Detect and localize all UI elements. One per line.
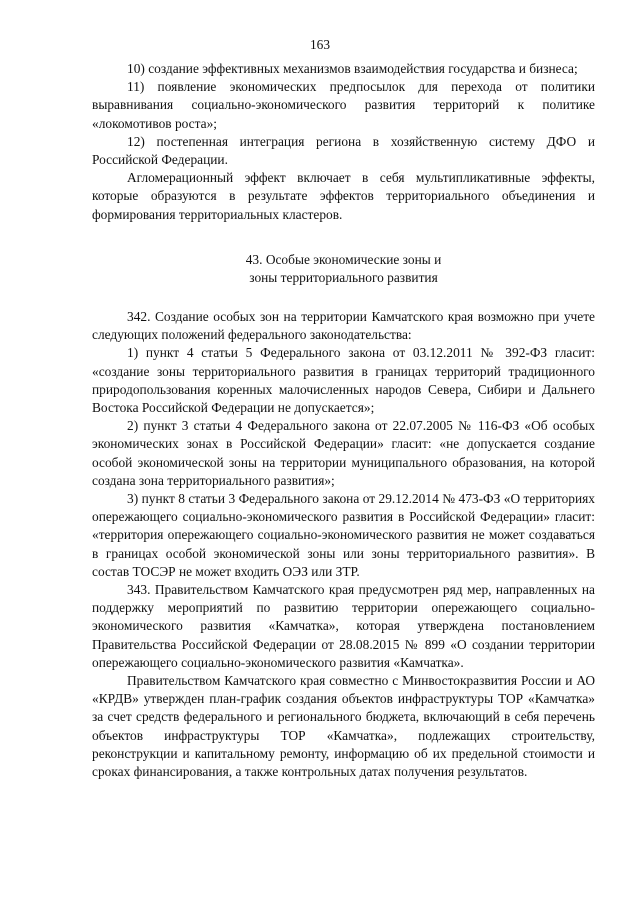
law-item-2: 2) пункт 3 статьи 4 Федерального закона от 22.07.2005 № 116-ФЗ «Об особых экономических зонах в Российской Федерации» гласит: «не допускается создание особой экономической зоны на территории муниципального образования, на которой создана зона территориального развития»;	[92, 418, 595, 488]
top-text-block	[92, 60, 595, 224]
list-item-12: 12) постепенная интеграция региона в хозяйственную систему ДФО и Российской Федерации.	[92, 133, 595, 168]
list-item-10: 10) создание эффективных механизмов взаимодействия государства и бизнеса;	[127, 61, 578, 76]
agglomeration-paragraph: Агломерационный эффект включает в себя мультипликативные эффекты, которые образуются в результате эффектов территориального объединения и формирования территориальных кластеров.	[92, 170, 595, 222]
paragraph-342: 342. Создание особых зон на территории Камчатского края возможно при учете следующих положений федерального законодательства:	[92, 309, 595, 343]
infrastructure-plan-paragraph: Правительством Камчатского края совместно с Минвостокразвития России и АО «КРДВ» утвержден план-график создания объектов инфраструктуры ТОР «Камчатка» за счет средств федерального и регионального бюджета, включающий в себя перечень объектов инфраструктуры ТОР «Камчатка», подлежащих строительству, реконструкции и капитальному ремонту, информацию об их предельной стоимости и сроках финансирования, а также контрольных датах получения результатов.	[92, 673, 595, 780]
body-text-block	[92, 308, 595, 781]
law-item-3: 3) пункт 8 статьи 3 Федерального закона от 29.12.2014 № 473-ФЗ «О территориях опережающего социально-экономического развития в Российской Федерации» гласит: «территория опережающего социально-экономического развития не может создаваться в границах особой экономической зоны или зоны территориального развития». В состав ТОСЭР не может входить ОЭЗ или ЗТР.	[92, 491, 595, 579]
paragraph-343: 343. Правительством Камчатского края предусмотрен ряд мер, направленных на поддержку мероприятий по развитию территории опережающего социально-экономического развития «Камчатка», которая утверждена постановлением Правительства Российской Федерации от 28.08.2015 № 899 «О создании территории опережающего социально-экономического развития «Камчатка».	[92, 582, 595, 670]
law-item-1: 1) пункт 4 статьи 5 Федерального закона от 03.12.2011 № 392-ФЗ гласит: «создание зоны территориального развития в границах территорий традиционного природопользования коренных малочисленных народов Севера, Сибири и Дальнего Востока Российской Федерации не допускается»;	[92, 345, 595, 416]
section-heading-line-2: зоны территориального развития	[249, 270, 438, 286]
section-heading	[92, 251, 595, 287]
list-item-11: 11) появление экономических предпосылок для перехода от политики выравнивания социально-экономического развития территорий к политике «локомотивов роста»;	[92, 79, 595, 131]
section-heading-line-1: 43. Особые экономические зоны и	[245, 252, 442, 267]
page-number: 163	[309, 37, 331, 52]
